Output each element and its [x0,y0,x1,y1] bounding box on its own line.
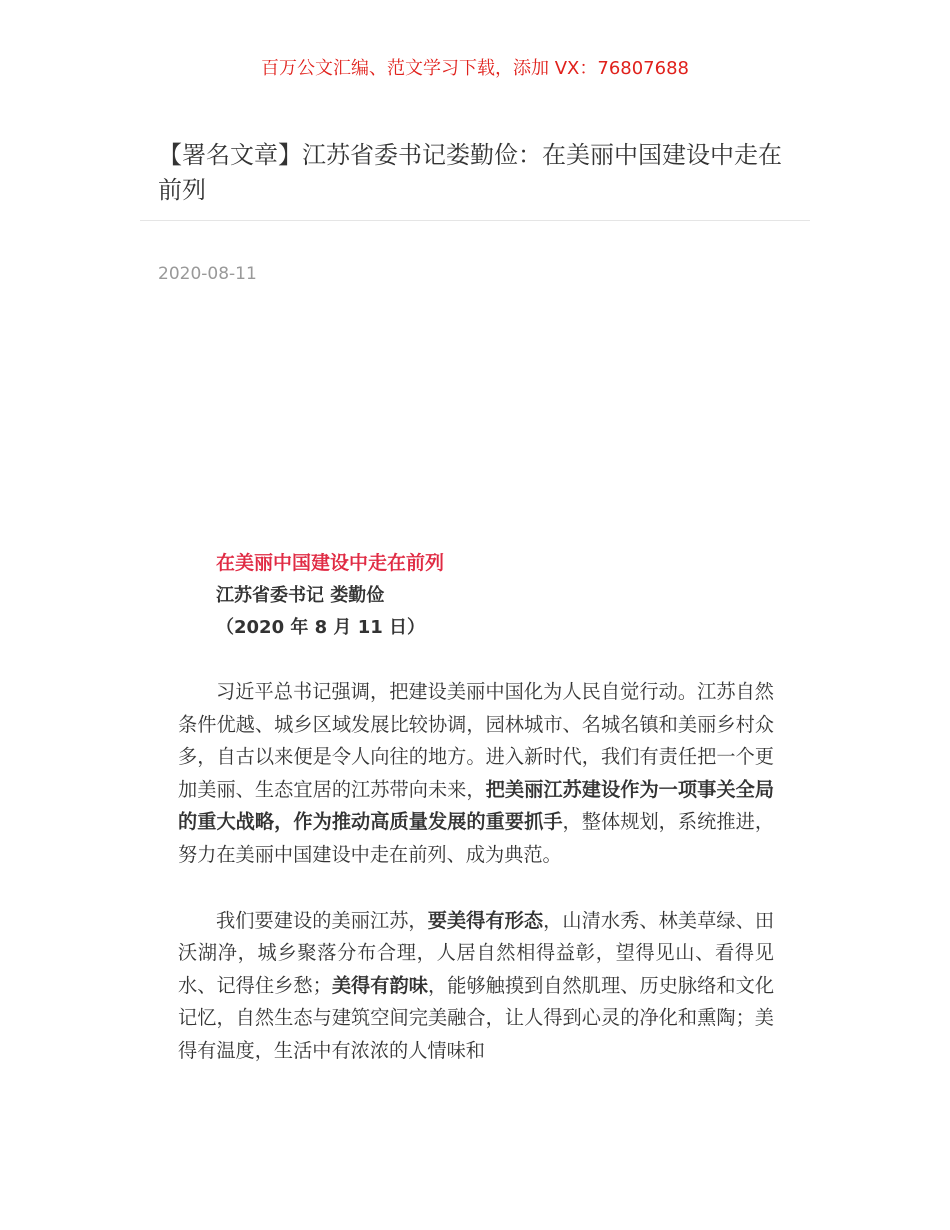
article-headline: 在美丽中国建设中走在前列 [216,552,445,574]
article-pubdate: （2020 年 8 月 11 日） [216,617,426,638]
publish-date: 2020-08-11 [158,264,257,284]
promo-banner: 百万公文汇编、范文学习下载，添加 VX：76807688 [261,58,689,79]
paragraph-2-bold-2: 美得有韵味 [331,973,428,997]
article-body [178,546,774,1068]
paragraph-2-text-3: ，能够触摸到自然肌理、历史脉络和文化记忆，自然生态与建筑空间完美融合，让人得到心灵的净化和熏陶；美得有温度，生活中有浓浓的人情味和 [178,973,775,1062]
paragraph-1-text-1: 习近平总书记强调，把建设美丽中国化为人民自觉行动。江苏自然条件优越、城乡区域发展比较协调，园林城市、名城名镇和美丽乡村众多，自古以来便是令人向往的地方。进入新时代，我们有责任把一个更加美丽、生态宜居的江苏带向未来， [178,680,774,801]
paragraph-2-text-1: 我们要建设的美丽江苏， [216,908,428,932]
title-divider [140,220,810,221]
paragraph-2 [178,905,774,1068]
paragraph-1-text-2: ，整体规划，系统推进，努力在美丽中国建设中走在前列、成为典范。 [178,810,775,866]
article-author: 江苏省委书记 娄勤俭 [216,585,385,606]
paragraph-2-bold-1: 要美得有形态 [427,908,544,932]
page-title: 【署名文章】江苏省委书记娄勤俭：在美丽中国建设中走在前列 [158,141,782,204]
paragraph-2-text-2: ，山清水秀、林美草绿、田沃湖净，城乡聚落分布合理，人居自然相得益彰，望得见山、看得见水、记得住乡愁； [178,908,775,997]
paragraph-1 [178,676,774,872]
paragraph-1-bold-1: 把美丽江苏建设作为一项事关全局的重大战略，作为推动高质量发展的重要抓手 [178,777,775,834]
